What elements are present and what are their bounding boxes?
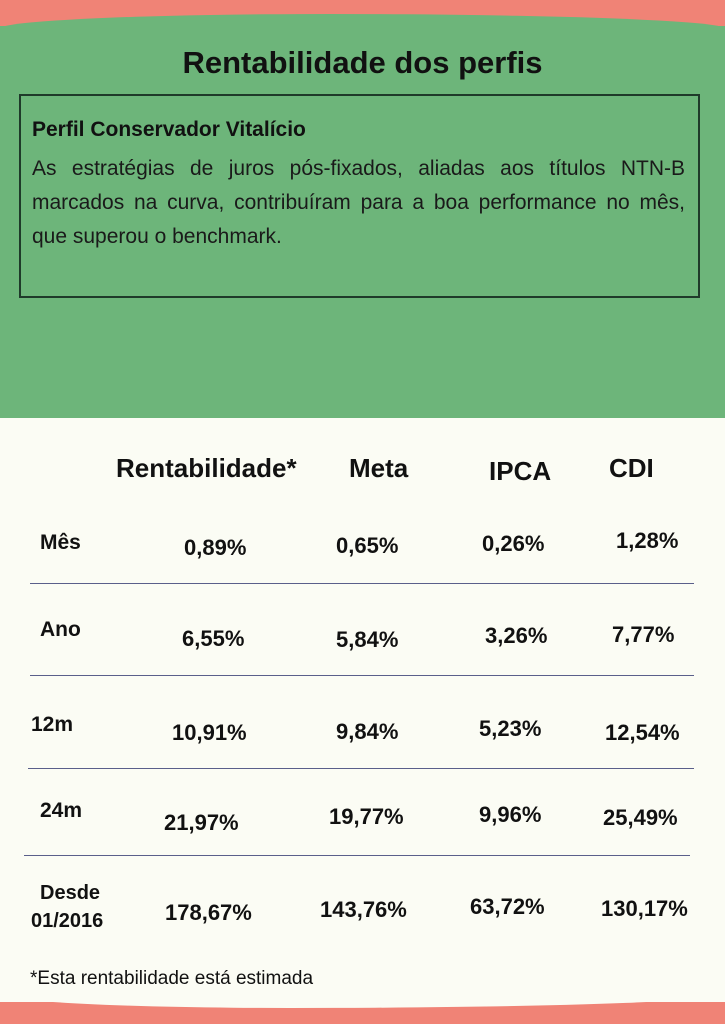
row-label-24m: 24m bbox=[40, 799, 83, 822]
cell-desde-ipca: 63,72% bbox=[470, 894, 545, 919]
row-divider bbox=[30, 583, 694, 584]
cell-24m-ipca: 9,96% bbox=[479, 802, 542, 827]
cell-24m-cdi: 25,49% bbox=[603, 805, 678, 830]
top-decorative-stripe bbox=[0, 0, 725, 26]
cell-ano-meta: 5,84% bbox=[336, 627, 399, 652]
cell-mes-rentabilidade: 0,89% bbox=[184, 535, 247, 560]
row-label-ano: Ano bbox=[40, 618, 81, 641]
profile-name: Perfil Conservador Vitalício bbox=[32, 118, 306, 141]
row-divider bbox=[28, 768, 694, 769]
row-label-12m: 12m bbox=[31, 713, 74, 736]
header-rentabilidade: Rentabilidade* bbox=[116, 453, 297, 483]
page-title: Rentabilidade dos perfis bbox=[182, 45, 543, 80]
cell-ano-ipca: 3,26% bbox=[485, 623, 548, 648]
profile-description: As estratégias de juros pós-fixados, aliadas aos títulos NTN-B marcados na curva, contribuíram para a boa performance no mês, que superou o benchmark. bbox=[32, 157, 685, 248]
row-label-mes: Mês bbox=[40, 531, 81, 554]
profile-summary-box bbox=[19, 94, 700, 298]
cell-ano-cdi: 7,77% bbox=[612, 622, 675, 647]
cell-mes-meta: 0,65% bbox=[336, 533, 399, 558]
cell-12m-ipca: 5,23% bbox=[479, 716, 542, 741]
cell-mes-cdi: 1,28% bbox=[616, 528, 679, 553]
row-label-since-date: 01/2016 bbox=[31, 910, 104, 932]
cell-12m-cdi: 12,54% bbox=[605, 720, 680, 745]
row-label-desde: Desde bbox=[40, 882, 101, 904]
row-divider bbox=[30, 675, 694, 676]
cell-desde-rentabilidade: 178,67% bbox=[165, 900, 252, 925]
bottom-decorative-stripe bbox=[0, 1002, 725, 1024]
cell-12m-rentabilidade: 10,91% bbox=[172, 720, 247, 745]
cell-12m-meta: 9,84% bbox=[336, 719, 399, 744]
header-ipca: IPCA bbox=[489, 456, 552, 486]
cell-ano-rentabilidade: 6,55% bbox=[182, 626, 245, 651]
cell-24m-meta: 19,77% bbox=[329, 804, 404, 829]
cell-24m-rentabilidade: 21,97% bbox=[164, 810, 239, 835]
cell-mes-ipca: 0,26% bbox=[482, 531, 545, 556]
row-divider bbox=[24, 855, 690, 856]
cell-desde-cdi: 130,17% bbox=[601, 896, 688, 921]
footnote: *Esta rentabilidade está estimada bbox=[30, 968, 314, 989]
header-meta: Meta bbox=[349, 453, 409, 483]
header-cdi: CDI bbox=[609, 453, 654, 483]
cell-desde-meta: 143,76% bbox=[320, 897, 407, 922]
